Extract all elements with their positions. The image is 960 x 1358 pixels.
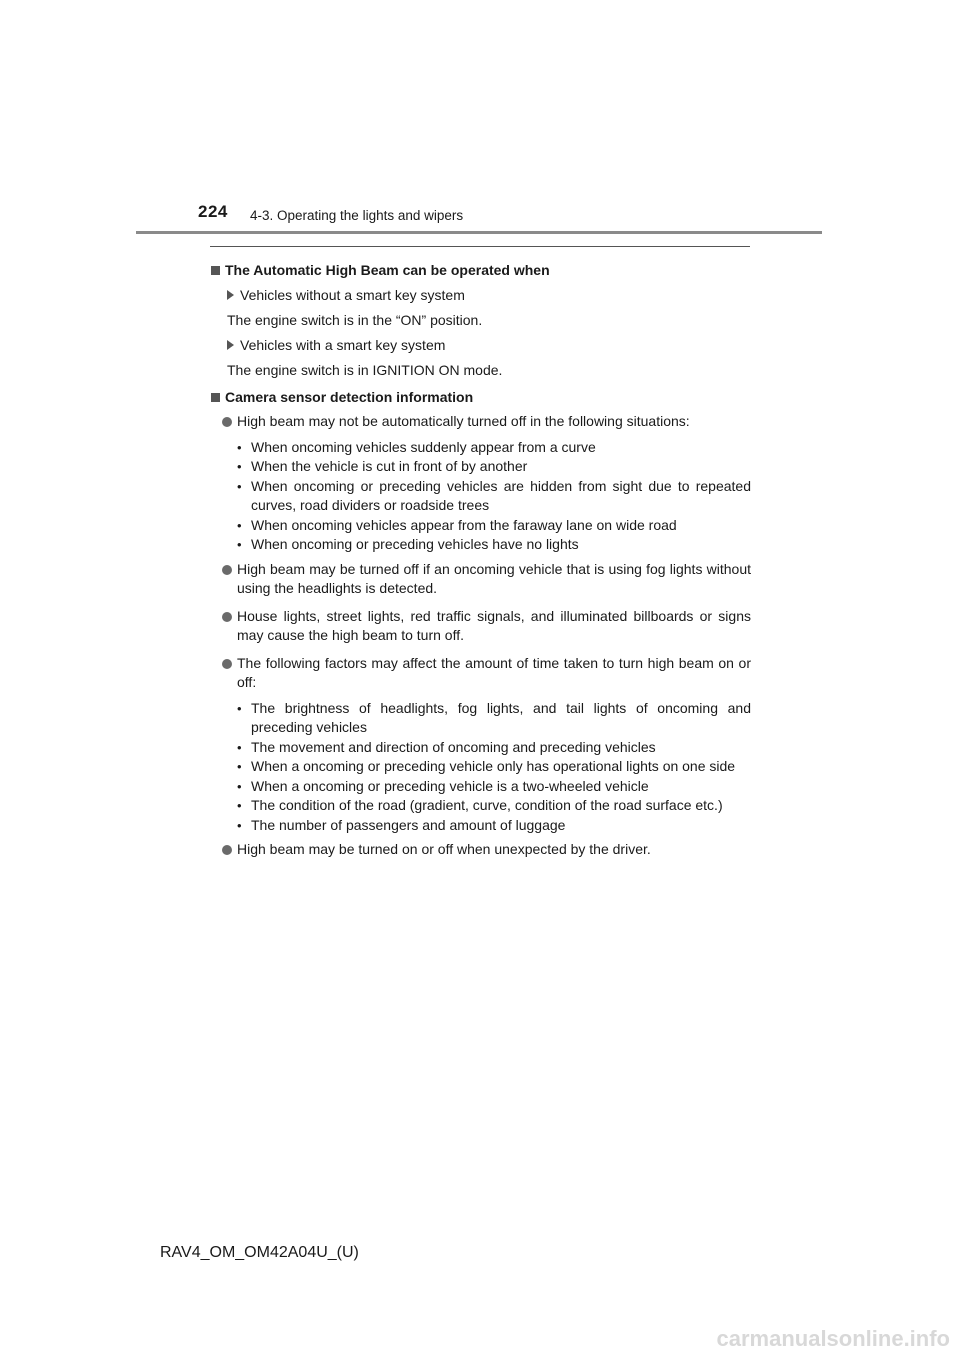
square-marker-icon [211, 266, 220, 275]
list-item: • When the vehicle is cut in front of by another [237, 457, 751, 477]
bullet-item [237, 840, 751, 860]
circle-bullet-icon [222, 417, 232, 427]
page-number: 224 [198, 202, 228, 221]
bullet-item [237, 560, 751, 599]
bullet-item [237, 607, 751, 646]
list-item: • The condition of the road (gradient, curve, condition of the road surface etc.) [237, 796, 751, 816]
condition-label [227, 336, 751, 356]
condition-label-text: Vehicles without a smart key system [240, 286, 465, 303]
situation-list [237, 438, 751, 555]
condition-text: The engine switch is in the “ON” position. [227, 312, 483, 328]
bullet-item [237, 412, 751, 432]
list-item: • When oncoming or preceding vehicles are hidden from sight due to repeated curves, road dividers or roadside trees [237, 477, 751, 516]
list-item: • When a oncoming or preceding vehicle is a two-wheeled vehicle [237, 777, 751, 797]
bullet-text: High beam may be turned on or off when unexpected by the driver. [237, 841, 651, 857]
bullet-text: High beam may not be automatically turned off in the following situations: [237, 413, 690, 429]
bullet-text: The following factors may affect the amount of time taken to turn high beam on or off: [237, 654, 751, 690]
header-divider [136, 231, 822, 234]
section-heading [211, 388, 751, 408]
factor-list [237, 699, 751, 836]
document-code: RAV4_OM_OM42A04U_(U) [160, 1244, 359, 1261]
circle-bullet-icon [222, 612, 232, 622]
list-item: • The number of passengers and amount of luggage [237, 816, 751, 836]
list-item: • When oncoming or preceding vehicles have no lights [237, 535, 751, 555]
section-heading-text: The Automatic High Beam can be operated when [225, 262, 550, 278]
section-heading-text: Camera sensor detection information [225, 388, 474, 405]
condition-text: The engine switch is in IGNITION ON mode. [227, 362, 503, 378]
section-title: 4-3. Operating the lights and wipers [250, 208, 464, 223]
manual-content [211, 258, 751, 860]
condition-label-text: Vehicles with a smart key system [240, 336, 446, 353]
bullet-item [237, 654, 751, 693]
bullet-text: House lights, street lights, red traffic signals, and illuminated billboards or signs may cause the high beam to turn off. [237, 607, 751, 643]
bullet-text: High beam may be turned off if an oncoming vehicle that is using fog lights without using the headlights is detected. [237, 560, 751, 596]
circle-bullet-icon [222, 845, 232, 855]
list-item: • The brightness of headlights, fog lights, and tail lights of oncoming and preceding vehicles [237, 699, 751, 738]
list-item: • When oncoming vehicles appear from the faraway lane on wide road [237, 516, 751, 536]
condition-label [227, 286, 751, 306]
square-marker-icon [211, 393, 220, 402]
circle-bullet-icon [222, 659, 232, 669]
watermark: carmanualsonline.info [716, 1326, 950, 1351]
list-item: • When oncoming vehicles suddenly appear from a curve [237, 438, 751, 458]
section-heading [211, 261, 751, 281]
list-item: • The movement and direction of oncoming and preceding vehicles [237, 738, 751, 758]
content-divider [210, 246, 750, 247]
circle-bullet-icon [222, 565, 232, 575]
triangle-marker-icon [227, 290, 234, 300]
triangle-marker-icon [227, 340, 234, 350]
list-item: • When a oncoming or preceding vehicle only has operational lights on one side [237, 757, 751, 777]
